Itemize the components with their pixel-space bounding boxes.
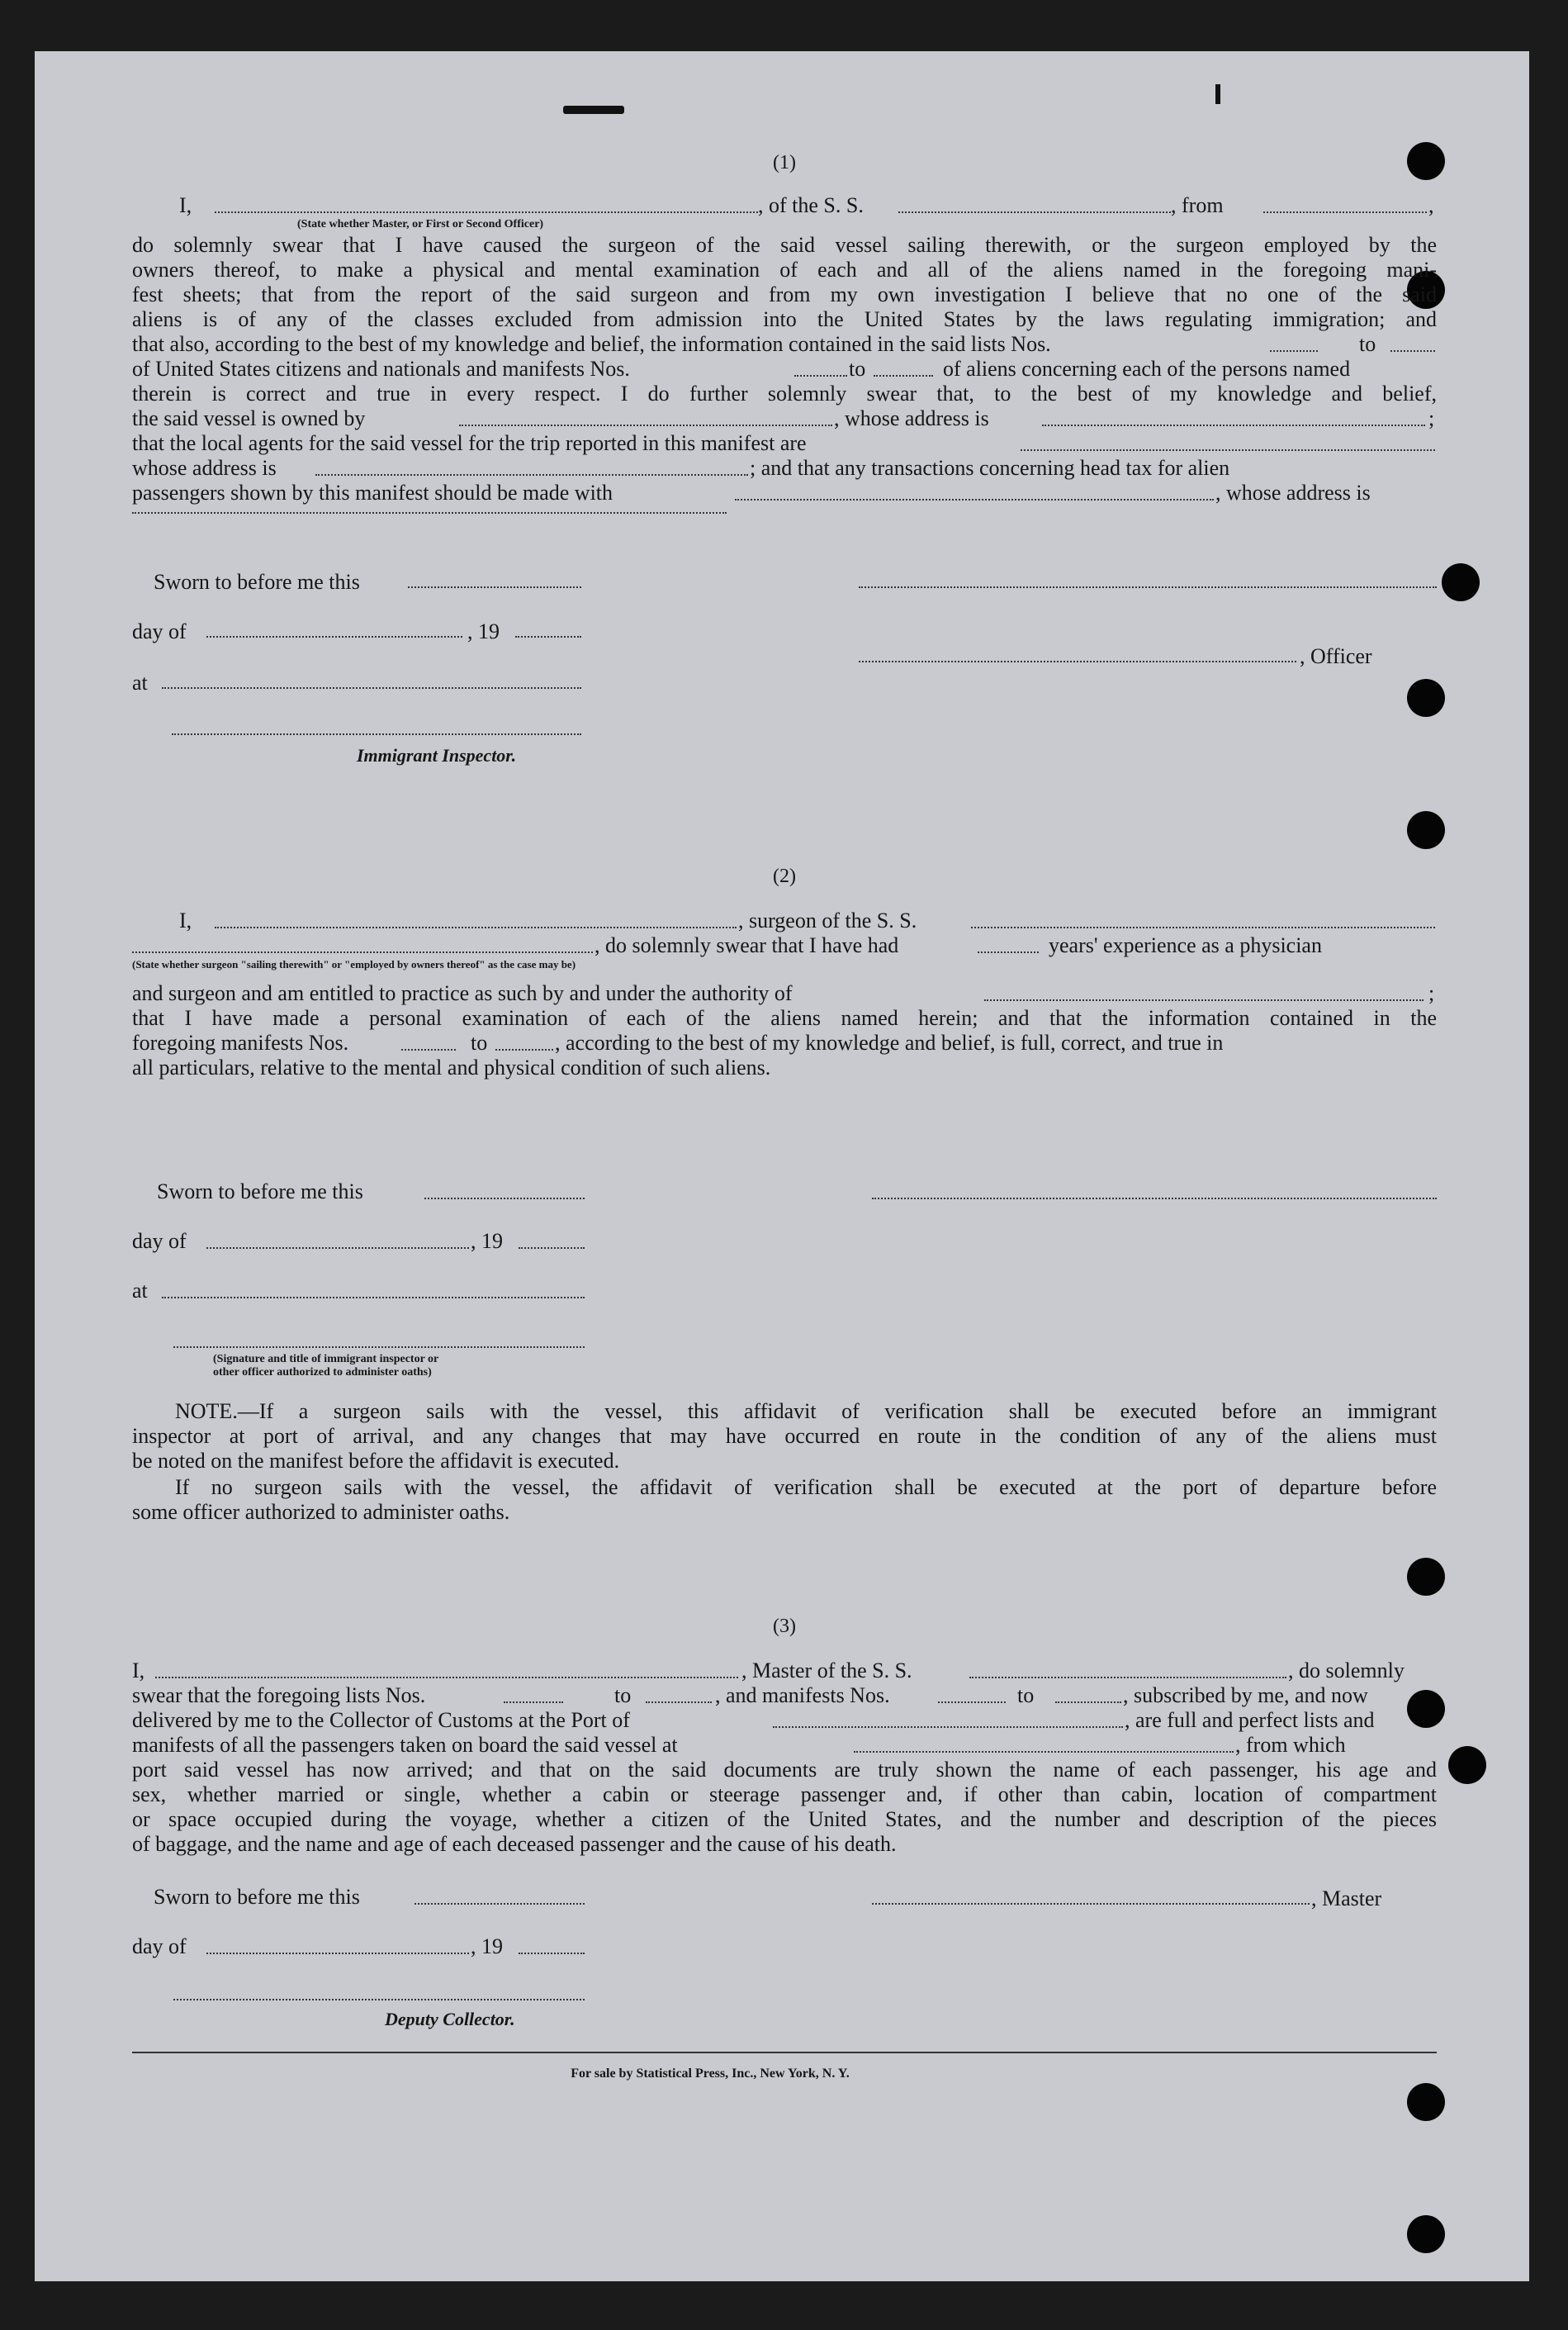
s3-year-field[interactable] xyxy=(519,1953,585,1954)
s3-master-signature-field[interactable] xyxy=(872,1903,1310,1905)
s3-manifests-to-field[interactable] xyxy=(1055,1687,1121,1703)
punch-hole xyxy=(1407,2083,1445,2121)
ink-mark xyxy=(1215,84,1220,104)
punch-hole xyxy=(1407,1558,1445,1596)
s3-embark-port-field[interactable] xyxy=(854,1736,1234,1753)
s1-agents-address-field[interactable] xyxy=(315,459,748,476)
s2-year-label: , 19 xyxy=(471,1229,503,1253)
punch-hole xyxy=(1442,563,1480,601)
s1-at-field[interactable] xyxy=(162,687,581,689)
s1-sworn-label: Sworn to before me this xyxy=(154,570,360,594)
s1-body-line: owners thereof, to make a physical and mental examination of each and all of the aliens named in the foregoing mani- xyxy=(132,258,1437,282)
s3-lists-from-field[interactable] xyxy=(504,1687,563,1703)
s1-agents-field[interactable] xyxy=(1021,434,1435,451)
s3-year-label: , 19 xyxy=(471,1934,503,1958)
s1-headtax-field[interactable] xyxy=(735,484,1214,501)
s2-line-5: foregoing manifests Nos. to , according to the best of my knowledge and belief, is full, correct, and true in xyxy=(132,1031,1224,1055)
s2-at-field[interactable] xyxy=(162,1297,585,1298)
footer-rule xyxy=(132,2052,1437,2053)
s2-at-label: at xyxy=(132,1279,148,1303)
s2-sworn-field[interactable] xyxy=(424,1198,585,1199)
note-line: If no surgeon sails with the vessel, the affidavit of verification shall be executed at the port of departure before xyxy=(175,1475,1437,1499)
s2-line-4: that I have made a personal examination of each of the aliens named herein; and that the information contained in the xyxy=(132,1006,1437,1030)
s3-manifests-from-field[interactable] xyxy=(938,1687,1006,1703)
s2-signature-field[interactable] xyxy=(872,1198,1437,1199)
s1-continuation-field[interactable] xyxy=(132,512,727,514)
s1-caption: (State whether Master, or First or Second Officer) xyxy=(297,218,544,230)
note-line: NOTE.—If a surgeon sails with the vessel, this affidavit of verification shall be executed before an immigrant xyxy=(175,1399,1437,1423)
section-2-number: (2) xyxy=(773,866,796,887)
punch-hole xyxy=(1448,1746,1486,1784)
s3-master-label: , Master xyxy=(1311,1886,1382,1910)
footer-text: For sale by Statistical Press, Inc., New York, N. Y. xyxy=(571,2067,850,2081)
s3-sworn-field[interactable] xyxy=(415,1903,585,1905)
s2-ship-field[interactable] xyxy=(971,912,1435,928)
s1-lists-to-field[interactable] xyxy=(1390,335,1435,352)
s2-caption: (State whether surgeon "sailing therewith" or "employed by owners thereof" as the case may be) xyxy=(132,958,576,970)
s1-passengers-line: passengers shown by this manifest should be made with , whose address is xyxy=(132,481,1371,505)
s2-line-3: and surgeon and am entitled to practice as such by and under the authority of ; xyxy=(132,981,1435,1005)
s2-inspector-signature-field[interactable] xyxy=(173,1346,585,1348)
s3-ship-field[interactable] xyxy=(969,1662,1286,1678)
s1-manifests-from-field[interactable] xyxy=(794,360,847,377)
s2-manifests-to-field[interactable] xyxy=(495,1034,553,1051)
s3-sworn-label: Sworn to before me this xyxy=(154,1885,360,1909)
s3-master-name-field[interactable] xyxy=(155,1662,738,1678)
s1-inspector-field[interactable] xyxy=(172,733,581,735)
s1-day-label: day of xyxy=(132,619,187,643)
s1-lists-from-field[interactable] xyxy=(1270,335,1318,352)
s1-day-field[interactable] xyxy=(206,636,462,638)
s3-line-2: swear that the foregoing lists Nos. to , and manifests Nos. to , subscribed by me, and now xyxy=(132,1683,1368,1707)
s1-agents-line: that the local agents for the said vessel for the trip reported in this manifest are xyxy=(132,431,1437,456)
s2-day-label: day of xyxy=(132,1229,187,1253)
s1-owner-address-field[interactable] xyxy=(1042,410,1425,426)
punch-hole xyxy=(1407,2215,1445,2253)
s2-authority-field[interactable] xyxy=(984,985,1424,1001)
s1-officer-field[interactable] xyxy=(215,197,758,213)
s2-sworn-label: Sworn to before me this xyxy=(157,1179,363,1203)
note-line: inspector at port of arrival, and any changes that may have occurred en route in the condition of any of the aliens must xyxy=(132,1424,1437,1448)
s2-surgeon-status-field[interactable] xyxy=(132,937,593,953)
s1-year-label: , 19 xyxy=(467,619,500,643)
s3-line-4: manifests of all the passengers taken on board the said vessel at , from which xyxy=(132,1733,1346,1757)
s1-year-field[interactable] xyxy=(515,636,581,638)
s1-therein-line: therein is correct and true in every respect. I do further solemnly swear that, to the best of my knowledge and belief, xyxy=(132,382,1437,406)
s3-day-label: day of xyxy=(132,1934,187,1958)
s1-lists-line: that also, according to the best of my knowledge and belief, the information contained in the said lists Nos. to xyxy=(132,332,1437,357)
s3-collector-field[interactable] xyxy=(173,1999,585,2000)
s2-day-field[interactable] xyxy=(206,1247,469,1249)
s1-owner-field[interactable] xyxy=(459,410,832,426)
s3-port-field[interactable] xyxy=(773,1711,1123,1728)
s2-manifests-from-field[interactable] xyxy=(401,1034,456,1051)
s2-signature-caption: other officer authorized to administer oaths) xyxy=(213,1366,432,1379)
punch-hole xyxy=(1407,679,1445,717)
s2-years-field[interactable] xyxy=(978,937,1039,953)
form-sheet: (1) I, , of the S. S. , from , (State whether Master, or First or Second Officer) do solemnly swear that I have caused the surgeon of the said vessel sailing therewith, or the surgeon employed by the owners thereof, to make a physical and mental examination of each and all of the aliens named in the foregoing mani- fest sheets; that from the report of the said surgeon and from my own investigation I believe that no one of the said aliens is of any of the classes excluded from admission into the United States by the laws regulating immigration; and that also, according to the best of my knowledge and belief, the information contained in the said lists Nos. to of United States citizens and nationals and manifests Nos. to of aliens concerning each of the persons named therein is correct and true in every respect. I do further solemnly swear that, to the best of my knowledge and belief, the said vessel is owned by , whose address is ; that the local agents for the said vessel for the trip reported in this manifest are whose address is ; and that any transactions concerning head tax for alien passengers shown by this manifest should be made with , whose address is Sworn to before me this day of , 19 , Officer at Immigrant Inspector. (2) I, , surgeon of the S. S. , do solemnly swear that I have had years' experience as a physician (State whether surgeon "sailing therewith" or "employed by owners thereof" as the case may be) and surgeon and am entitled to practice as such by and under the authority of ; that I have made a personal examination of each of the aliens named herein; and that the information contained in the foregoing manifests Nos. to , according to the best of my knowledge and belief, is full, correct, and true in all particulars, relative to the mental and physical condition of such aliens. Sworn to before me this day of , 19 at (Signature and title of immigrant inspector or other officer authorized to administer oaths) NOTE.—If a surgeon sails with the vessel, this affidavit of verification shall be executed before an immigrant inspector at port of arrival, and any changes that may have occurred en route in the condition of any of the aliens must be noted on the manifest before the affidavit is executed. If no surgeon sails with the vessel, the affidavit of verification shall be executed at the port of departure before some officer authorized to administer oaths. (3) I, , Master of the S. S. , do solemnly swear that the foregoing lists Nos. to , and manifests Nos. to , subscribed by me, and now delivered by me to the Collector of Customs at the Port of , are full and perfect lists and manifests of all the passengers taken on board the said vessel at , from which port said vessel has now arrived; and that on the said documents are truly shown the name of each passenger, his age and sex, whether married or single, whether a cabin or steerage passenger and, if other than cabin, location of compartment or space occupied during the voyage, whether a citizen of the United States, and the number and description of the pieces of baggage, and the name and age of each deceased passenger and the cause of his death. Sworn to before me this , Master day of , 19 Deputy Collector. For sale by Statistical Press, Inc., New York, N. Y. xyxy=(35,51,1529,2281)
s1-ship-field[interactable] xyxy=(898,197,1171,213)
s1-officer-field[interactable] xyxy=(859,661,1296,662)
s1-address-line: whose address is ; and that any transactions concerning head tax for alien xyxy=(132,456,1230,480)
s1-officer-label: , Officer xyxy=(1300,644,1372,668)
s1-from-field[interactable] xyxy=(1263,197,1427,213)
ink-mark xyxy=(563,106,624,114)
s1-at-label: at xyxy=(132,671,148,695)
s2-line-6: all particulars, relative to the mental and physical condition of such aliens. xyxy=(132,1056,771,1080)
note-line: be noted on the manifest before the affidavit is executed. xyxy=(132,1449,620,1473)
note-line: some officer authorized to administer oaths. xyxy=(132,1500,510,1524)
section-3-number: (3) xyxy=(773,1616,796,1637)
s1-citizens-line: of United States citizens and nationals and manifests Nos. to of aliens concerning each of the persons named xyxy=(132,357,1351,381)
s1-sworn-field[interactable] xyxy=(408,586,581,588)
s3-body-line: or space occupied during the voyage, whether a citizen of the United States, and the number and description of the pieces xyxy=(132,1807,1437,1831)
s3-day-field[interactable] xyxy=(206,1953,469,1954)
s1-signature-field[interactable] xyxy=(859,586,1437,588)
s2-surgeon-name-field[interactable] xyxy=(215,912,737,928)
s1-body-line: do solemnly swear that I have caused the surgeon of the said vessel sailing therewith, or the surgeon employed by the xyxy=(132,233,1437,257)
s1-manifests-to-field[interactable] xyxy=(874,360,933,377)
s3-lists-to-field[interactable] xyxy=(646,1687,712,1703)
s3-line-3: delivered by me to the Collector of Customs at the Port of , are full and perfect lists and xyxy=(132,1708,1375,1732)
punch-hole xyxy=(1407,811,1445,849)
s3-body-line: sex, whether married or single, whether a cabin or steerage passenger and, if other than cabin, location of compartment xyxy=(132,1782,1437,1806)
s1-body-line: fest sheets; that from the report of the said surgeon and from my own investigation I believe that no one of the said xyxy=(132,282,1437,306)
s2-signature-caption: (Signature and title of immigrant inspector or xyxy=(213,1353,439,1365)
s1-inspector-label: Immigrant Inspector. xyxy=(357,745,517,766)
section-1-number: (1) xyxy=(773,152,796,173)
s1-body-line: aliens is of any of the classes excluded from admission into the United States by the laws regulating immigration; and xyxy=(132,307,1437,331)
s3-body-line: port said vessel has now arrived; and that on the said documents are truly shown the name of each passenger, his age and xyxy=(132,1758,1437,1782)
s3-collector-label: Deputy Collector. xyxy=(385,2009,515,2029)
s3-body-line: of baggage, and the name and age of each deceased passenger and the cause of his death. xyxy=(132,1832,897,1856)
s1-owned-line: the said vessel is owned by , whose address is ; xyxy=(132,406,1435,430)
s2-year-field[interactable] xyxy=(519,1247,585,1249)
